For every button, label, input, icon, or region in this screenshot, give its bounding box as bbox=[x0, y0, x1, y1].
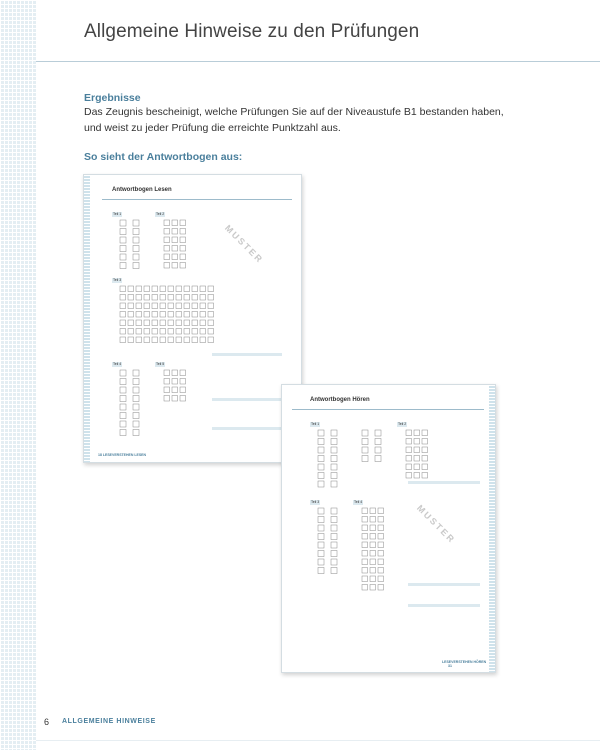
answer-box bbox=[164, 246, 170, 252]
answer-box bbox=[378, 551, 384, 557]
answer-box bbox=[331, 464, 337, 470]
answer-box bbox=[168, 312, 174, 318]
answer-box bbox=[160, 337, 166, 343]
answer-box bbox=[164, 254, 170, 260]
answer-box bbox=[160, 329, 166, 335]
answer-box bbox=[144, 312, 150, 318]
answer-box bbox=[208, 286, 214, 292]
answer-box bbox=[318, 456, 324, 462]
answer-box bbox=[172, 379, 178, 385]
answer-box bbox=[362, 439, 368, 445]
answer-box bbox=[200, 320, 206, 326]
answer-box bbox=[331, 559, 337, 565]
answer-box bbox=[133, 404, 139, 410]
part-label-3: Teil 3 bbox=[311, 500, 320, 504]
answer-box bbox=[133, 421, 139, 427]
answer-box bbox=[370, 508, 376, 514]
answer-box bbox=[120, 237, 126, 243]
answer-box bbox=[318, 481, 324, 487]
answer-box bbox=[331, 481, 337, 487]
answer-box bbox=[136, 286, 142, 292]
answer-box bbox=[120, 220, 126, 226]
answer-box bbox=[164, 229, 170, 235]
answer-box bbox=[331, 542, 337, 548]
answer-box bbox=[128, 303, 134, 309]
answer-box bbox=[422, 464, 428, 470]
answer-box bbox=[208, 312, 214, 318]
answer-box bbox=[180, 370, 186, 376]
answer-box bbox=[370, 534, 376, 540]
answer-box bbox=[200, 286, 206, 292]
answer-box bbox=[120, 370, 126, 376]
answer-box bbox=[176, 312, 182, 318]
answer-box bbox=[176, 320, 182, 326]
answer-box bbox=[331, 508, 337, 514]
part-label-3: Teil 3 bbox=[113, 278, 122, 282]
part-label-5: Teil 5 bbox=[156, 362, 165, 366]
answer-box bbox=[133, 396, 139, 402]
answer-box bbox=[152, 337, 158, 343]
answer-box bbox=[133, 387, 139, 393]
answer-box bbox=[362, 551, 368, 557]
answer-box bbox=[318, 473, 324, 479]
answer-box bbox=[176, 337, 182, 343]
answer-box bbox=[144, 286, 150, 292]
page-number: 6 bbox=[44, 717, 50, 727]
answer-box bbox=[160, 303, 166, 309]
answer-box bbox=[128, 329, 134, 335]
answer-box bbox=[208, 295, 214, 301]
answer-box bbox=[406, 439, 412, 445]
answer-box bbox=[164, 379, 170, 385]
answer-box bbox=[176, 286, 182, 292]
answer-box bbox=[362, 568, 368, 574]
answer-box bbox=[120, 246, 126, 252]
answer-box bbox=[378, 568, 384, 574]
body-line-2: und weist zu jeder Prüfung die erreichte Punktzahl aus. bbox=[84, 122, 341, 134]
answer-box bbox=[318, 525, 324, 531]
answer-box bbox=[331, 439, 337, 445]
answer-box bbox=[120, 421, 126, 427]
sheet-footer-page: 31 bbox=[448, 664, 452, 668]
answer-box bbox=[180, 254, 186, 260]
answer-box bbox=[370, 542, 376, 548]
answer-box bbox=[172, 370, 178, 376]
muster-watermark: MUSTER bbox=[222, 223, 266, 266]
answer-box bbox=[133, 254, 139, 260]
answer-box bbox=[172, 246, 178, 252]
answer-box bbox=[362, 525, 368, 531]
answer-box bbox=[331, 430, 337, 436]
answer-box bbox=[318, 534, 324, 540]
answer-box bbox=[160, 286, 166, 292]
answer-box bbox=[370, 551, 376, 557]
answer-box bbox=[144, 329, 150, 335]
answer-box bbox=[362, 576, 368, 582]
answer-box bbox=[120, 379, 126, 385]
answer-box bbox=[378, 534, 384, 540]
answer-box bbox=[180, 229, 186, 235]
answer-box bbox=[375, 439, 381, 445]
sheet-title: Antwortbogen Lesen bbox=[112, 187, 172, 193]
answer-box bbox=[168, 337, 174, 343]
answer-box bbox=[168, 329, 174, 335]
answer-box bbox=[370, 585, 376, 591]
answer-grid-lesen bbox=[84, 175, 301, 462]
answer-box bbox=[120, 254, 126, 260]
answer-box bbox=[120, 303, 126, 309]
answer-box bbox=[318, 508, 324, 514]
answer-box bbox=[180, 387, 186, 393]
answer-box bbox=[331, 456, 337, 462]
answer-box bbox=[128, 337, 134, 343]
answer-box bbox=[172, 387, 178, 393]
side-grid-strip bbox=[0, 0, 36, 750]
answer-box bbox=[180, 379, 186, 385]
answer-box bbox=[133, 246, 139, 252]
answer-box bbox=[414, 456, 420, 462]
answer-box bbox=[164, 220, 170, 226]
answer-box bbox=[180, 220, 186, 226]
answer-box bbox=[184, 286, 190, 292]
answer-box bbox=[172, 254, 178, 260]
answer-box bbox=[362, 542, 368, 548]
answer-box bbox=[375, 456, 381, 462]
answer-box bbox=[200, 329, 206, 335]
answer-box bbox=[406, 430, 412, 436]
answer-box bbox=[318, 559, 324, 565]
answer-box bbox=[318, 568, 324, 574]
answer-box bbox=[318, 551, 324, 557]
answer-box bbox=[172, 229, 178, 235]
answer-box bbox=[168, 295, 174, 301]
answer-sheet-hoeren bbox=[281, 384, 496, 673]
answer-box bbox=[120, 312, 126, 318]
answer-box bbox=[120, 387, 126, 393]
answer-box bbox=[168, 286, 174, 292]
section-heading: Ergebnisse bbox=[84, 92, 141, 104]
answer-box bbox=[378, 525, 384, 531]
answer-box bbox=[180, 237, 186, 243]
section-body bbox=[84, 104, 554, 136]
answer-grid-hoeren bbox=[282, 385, 495, 672]
answer-box bbox=[176, 295, 182, 301]
sheet-title: Antwortbogen Hören bbox=[310, 397, 370, 403]
answer-box bbox=[168, 303, 174, 309]
answer-box bbox=[200, 295, 206, 301]
answer-box bbox=[180, 246, 186, 252]
answer-box bbox=[208, 303, 214, 309]
answer-box bbox=[414, 430, 420, 436]
part-label-1: Teil 1 bbox=[113, 212, 122, 216]
answer-box bbox=[128, 312, 134, 318]
part-label-1: Teil 1 bbox=[311, 422, 320, 426]
answer-box bbox=[192, 295, 198, 301]
answer-box bbox=[200, 312, 206, 318]
answer-box bbox=[362, 508, 368, 514]
answer-box bbox=[331, 534, 337, 540]
answer-box bbox=[133, 379, 139, 385]
answer-box bbox=[133, 430, 139, 436]
answer-box bbox=[375, 447, 381, 453]
answer-box bbox=[331, 568, 337, 574]
answer-box bbox=[164, 370, 170, 376]
answer-box bbox=[144, 337, 150, 343]
answer-box bbox=[318, 517, 324, 523]
answer-box bbox=[362, 585, 368, 591]
answer-box bbox=[192, 312, 198, 318]
answer-box bbox=[370, 576, 376, 582]
answer-box bbox=[160, 312, 166, 318]
answer-box bbox=[120, 295, 126, 301]
answer-box bbox=[414, 473, 420, 479]
answer-box bbox=[120, 286, 126, 292]
answer-box bbox=[192, 320, 198, 326]
answer-box bbox=[378, 576, 384, 582]
answer-box bbox=[152, 303, 158, 309]
answer-box bbox=[136, 295, 142, 301]
answer-box bbox=[152, 329, 158, 335]
answer-box bbox=[120, 263, 126, 269]
answer-box bbox=[331, 551, 337, 557]
part-label-2: Teil 2 bbox=[398, 422, 407, 426]
answer-box bbox=[422, 473, 428, 479]
sheet-footer-title: LESEVERSTEHEN HÖREN bbox=[442, 660, 487, 664]
answer-box bbox=[370, 525, 376, 531]
answer-box bbox=[180, 396, 186, 402]
answer-box bbox=[362, 559, 368, 565]
answer-box bbox=[192, 303, 198, 309]
answer-box bbox=[422, 430, 428, 436]
answer-box bbox=[164, 387, 170, 393]
answer-box bbox=[192, 286, 198, 292]
answer-box bbox=[318, 439, 324, 445]
answer-box bbox=[120, 413, 126, 419]
answer-box bbox=[120, 337, 126, 343]
answer-box bbox=[318, 447, 324, 453]
answer-box bbox=[375, 430, 381, 436]
answer-box bbox=[120, 396, 126, 402]
answer-box bbox=[144, 303, 150, 309]
answer-box bbox=[414, 464, 420, 470]
answer-box bbox=[200, 303, 206, 309]
answer-box bbox=[128, 320, 134, 326]
answer-box bbox=[406, 447, 412, 453]
answer-box bbox=[331, 473, 337, 479]
page-title: Allgemeine Hinweise zu den Prüfungen bbox=[84, 21, 420, 42]
answer-box bbox=[378, 585, 384, 591]
answer-box bbox=[184, 329, 190, 335]
answer-box bbox=[172, 263, 178, 269]
answer-box bbox=[208, 337, 214, 343]
answer-box bbox=[208, 329, 214, 335]
answer-box bbox=[133, 263, 139, 269]
answer-box bbox=[136, 329, 142, 335]
answer-box bbox=[128, 295, 134, 301]
answer-box bbox=[378, 542, 384, 548]
answer-box bbox=[184, 320, 190, 326]
answer-box bbox=[406, 456, 412, 462]
answer-box bbox=[176, 329, 182, 335]
answer-box bbox=[120, 229, 126, 235]
answer-box bbox=[172, 396, 178, 402]
answer-box bbox=[152, 320, 158, 326]
answer-box bbox=[318, 430, 324, 436]
answer-box bbox=[136, 312, 142, 318]
answer-box bbox=[378, 508, 384, 514]
answer-box bbox=[362, 447, 368, 453]
answer-box bbox=[164, 237, 170, 243]
answer-box bbox=[378, 517, 384, 523]
answer-box bbox=[406, 473, 412, 479]
part-label-4: Teil 4 bbox=[113, 362, 122, 366]
answer-box bbox=[152, 312, 158, 318]
answer-box bbox=[160, 320, 166, 326]
answer-box bbox=[200, 337, 206, 343]
answer-box bbox=[133, 413, 139, 419]
answer-box bbox=[331, 517, 337, 523]
answer-box bbox=[128, 286, 134, 292]
answer-box bbox=[176, 303, 182, 309]
answer-sheet-heading: So sieht der Antwortbogen aus: bbox=[84, 151, 243, 163]
answer-box bbox=[318, 542, 324, 548]
answer-box bbox=[133, 370, 139, 376]
answer-box bbox=[370, 559, 376, 565]
answer-box bbox=[184, 303, 190, 309]
part-label-2: Teil 2 bbox=[156, 212, 165, 216]
answer-box bbox=[120, 430, 126, 436]
answer-box bbox=[180, 263, 186, 269]
answer-box bbox=[208, 320, 214, 326]
answer-box bbox=[318, 464, 324, 470]
answer-box bbox=[160, 295, 166, 301]
body-line-1: Das Zeugnis bescheinigt, welche Prüfungen Sie auf der Niveaustufe B1 bestanden haben, bbox=[84, 106, 504, 118]
footer-rule bbox=[36, 740, 600, 741]
answer-box bbox=[152, 295, 158, 301]
answer-box bbox=[136, 303, 142, 309]
answer-box bbox=[164, 263, 170, 269]
answer-sheet-lesen bbox=[83, 174, 302, 463]
title-divider bbox=[36, 61, 600, 62]
answer-box bbox=[184, 312, 190, 318]
answer-box bbox=[370, 517, 376, 523]
answer-box bbox=[370, 568, 376, 574]
answer-box bbox=[362, 517, 368, 523]
answer-box bbox=[362, 430, 368, 436]
answer-box bbox=[136, 320, 142, 326]
answer-box bbox=[164, 396, 170, 402]
part-label-4: Teil 4 bbox=[354, 500, 363, 504]
footer-title: ALLGEMEINE HINWEISE bbox=[62, 718, 156, 725]
answer-box bbox=[172, 237, 178, 243]
answer-box bbox=[192, 329, 198, 335]
answer-box bbox=[144, 295, 150, 301]
answer-box bbox=[120, 404, 126, 410]
answer-box bbox=[414, 447, 420, 453]
muster-watermark: MUSTER bbox=[414, 503, 458, 546]
answer-box bbox=[414, 439, 420, 445]
answer-box bbox=[422, 447, 428, 453]
answer-box bbox=[362, 534, 368, 540]
sheet-footer: 18 LESEVERSTEHEN LESEN bbox=[98, 453, 147, 457]
answer-box bbox=[184, 295, 190, 301]
answer-box bbox=[362, 456, 368, 462]
answer-box bbox=[331, 447, 337, 453]
answer-box bbox=[331, 525, 337, 531]
answer-box bbox=[133, 237, 139, 243]
answer-box bbox=[422, 439, 428, 445]
answer-box bbox=[120, 329, 126, 335]
answer-box bbox=[136, 337, 142, 343]
answer-box bbox=[172, 220, 178, 226]
answer-box bbox=[144, 320, 150, 326]
answer-box bbox=[192, 337, 198, 343]
answer-box bbox=[120, 320, 126, 326]
answer-box bbox=[133, 229, 139, 235]
answer-box bbox=[378, 559, 384, 565]
answer-box bbox=[406, 464, 412, 470]
answer-box bbox=[152, 286, 158, 292]
answer-box bbox=[133, 220, 139, 226]
answer-box bbox=[168, 320, 174, 326]
answer-box bbox=[184, 337, 190, 343]
answer-box bbox=[422, 456, 428, 462]
